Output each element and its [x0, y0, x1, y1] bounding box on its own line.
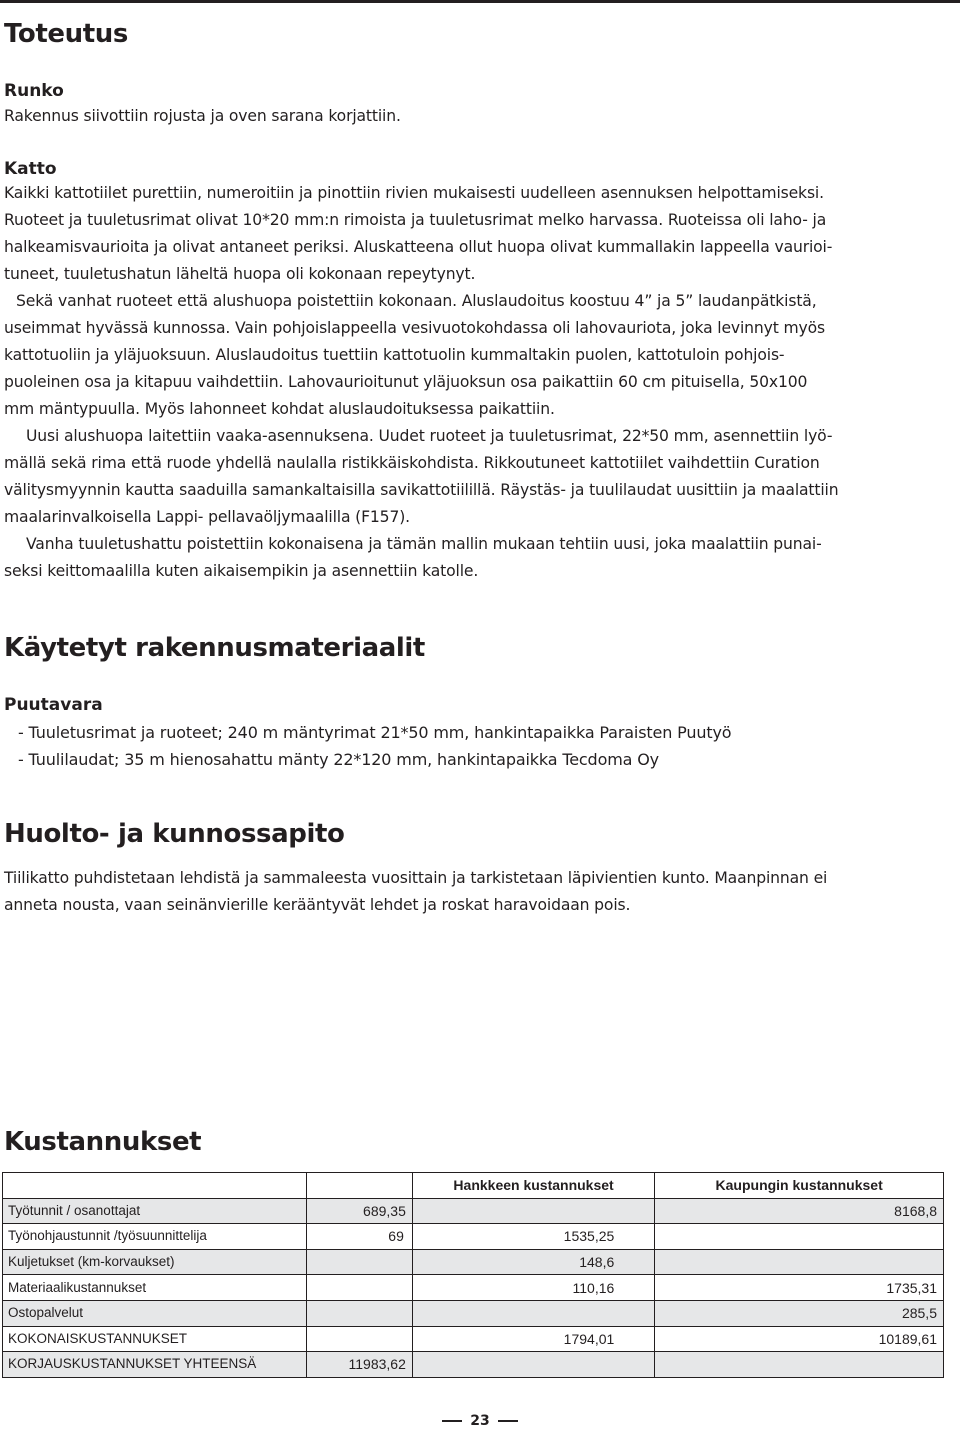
table-cell [307, 1249, 413, 1275]
table-cell: 8168,8 [655, 1198, 944, 1224]
section-heading-toteutus: Toteutus [4, 19, 128, 49]
page-number-dash-left [442, 1420, 462, 1422]
subheading-puutavara: Puutavara [4, 695, 103, 715]
table-cell: 1794,01 [412, 1326, 654, 1352]
list-item: - Tuulilaudat; 35 m hienosahattu mänty 22*120 mm, hankintapaikka Tecdoma Oy [18, 750, 659, 769]
table-row [3, 1300, 944, 1326]
table-cell: 1535,25 [412, 1224, 654, 1250]
row-label: Työtunnit / osanottajat [3, 1198, 307, 1224]
table-cell [307, 1326, 413, 1352]
table-header [3, 1173, 307, 1199]
row-label: KOKONAISKUSTANNUKSET [3, 1326, 307, 1352]
table-header-kaupungin: Kaupungin kustannukset [655, 1173, 944, 1199]
runko-text: Rakennus siivottiin rojusta ja oven sarana korjattiin. [4, 107, 401, 125]
table-row [3, 1275, 944, 1301]
table-cell [307, 1275, 413, 1301]
section-heading-materiaalit: Käytetyt rakennusmateriaalit [4, 633, 425, 663]
table-row [3, 1224, 944, 1250]
row-label: KORJAUSKUSTANNUKSET YHTEENSÄ [3, 1352, 307, 1378]
section-heading-kustannukset: Kustannukset [4, 1127, 202, 1157]
subheading-katto: Katto [4, 159, 57, 179]
table-cell: 148,6 [412, 1249, 654, 1275]
row-label: Kuljetukset (km-korvaukset) [3, 1249, 307, 1275]
page-number [0, 1413, 960, 1429]
section-heading-huolto: Huolto- ja kunnossapito [4, 819, 345, 849]
table-row [3, 1198, 944, 1224]
table-cell [655, 1224, 944, 1250]
table-cell [307, 1300, 413, 1326]
table-cell: 10189,61 [655, 1326, 944, 1352]
table-row [3, 1352, 944, 1378]
page-number-value: 23 [470, 1413, 490, 1429]
subheading-runko: Runko [4, 81, 64, 101]
row-label: Työnohjaustunnit /työsuunnittelija [3, 1224, 307, 1250]
table-cell: 689,35 [307, 1198, 413, 1224]
top-rule [0, 0, 960, 3]
table-cell: 11983,62 [307, 1352, 413, 1378]
table-header [307, 1173, 413, 1199]
table-header-hankkeen: Hankkeen kustannukset [412, 1173, 654, 1199]
huolto-text: Tiilikatto puhdistetaan lehdistä ja sammaleesta vuosittain ja tarkistetaan läpivientien kunto. Maanpinnan ei anneta nousta, vaan seinänvierille kerääntyvät lehdet ja roskat haravoidaan pois. [4, 869, 828, 914]
table-cell [412, 1300, 654, 1326]
table-row [3, 1249, 944, 1275]
table-cell [412, 1198, 654, 1224]
page-number-dash-right [498, 1420, 518, 1422]
table-cell: 285,5 [655, 1300, 944, 1326]
list-item: - Tuuletusrimat ja ruoteet; 240 m mäntyrimat 21*50 mm, hankintapaikka Paraisten Puutyö [18, 723, 732, 742]
katto-text: Kaikki kattotiilet purettiin, numeroitiin ja pinottiin rivien mukaisesti uudelleen asennuksen helpottamiseksi. Ruoteet ja tuuletusrimat olivat 10*20 mm:n rimoista ja tuuletusrimat melko harvassa. Ruoteissa oli laho- ja halkeamisvaurioita ja olivat antaneet periksi. Aluskatteena ollut huopa olivat kummallakin lappeella vaurioi- tuneet, tuuletushatun läheltä huopa oli kokonaan repeytynyt. Sekä vanhat ruoteet että alushuopa poistettiin kokonaan. Aluslaudoitus koostuu 4” ja 5” laudanpätkistä, useimmat hyvässä kunnossa. Vain pohjoislappeella vesivuotokohdassa oli lahovauriota, joka levinnyt myös kattotuoliin ja yläjuoksuun. Aluslaudoitus tuettiin kattotuolin kummaltakin puolen, kattotuloin pohjois- puoleinen osa ja kitapuu vaihdettiin. Lahovaurioitunut yläjuoksun osa paikattiin 60 cm pituisella, 50x100 mm mäntypuulla. Myös lahonneet kohdat aluslaudoituksessa paikattiin. Uusi alushuopa laitettiin vaaka-asennuksena. Uudet ruoteet ja tuuletusrimat, 22*50 mm, asennettiin lyö- mällä sekä rima että ruode yhdellä naulalla ristikkäiskohdista. Rikkoutuneet kattotiilet vaihdettiin Curation välitysmyynnin kautta saaduilla samankaltaisilla savikattotiilillä. Räystäs- ja tuulilaudat uusittiin ja maalattiin maalarinvalkoisella Lappi- pellavaöljymaalilla (F157). Vanha tuuletushattu poistettiin kokonaisena ja tämän mallin mukaan tehtiin uusi, joka maalattiin punai- seksi keittomaalilla kuten aikaisempikin ja asennettiin katolle. [4, 184, 839, 580]
table-header-row [3, 1173, 944, 1199]
row-label: Ostopalvelut [3, 1300, 307, 1326]
table-cell: 1735,31 [655, 1275, 944, 1301]
table-cell [655, 1352, 944, 1378]
materials-list [18, 719, 731, 773]
table-row [3, 1326, 944, 1352]
costs-table [2, 1172, 944, 1378]
table-cell: 110,16 [412, 1275, 654, 1301]
row-label: Materiaalikustannukset [3, 1275, 307, 1301]
table-cell [412, 1352, 654, 1378]
table-cell: 69 [307, 1224, 413, 1250]
table-cell [655, 1249, 944, 1275]
